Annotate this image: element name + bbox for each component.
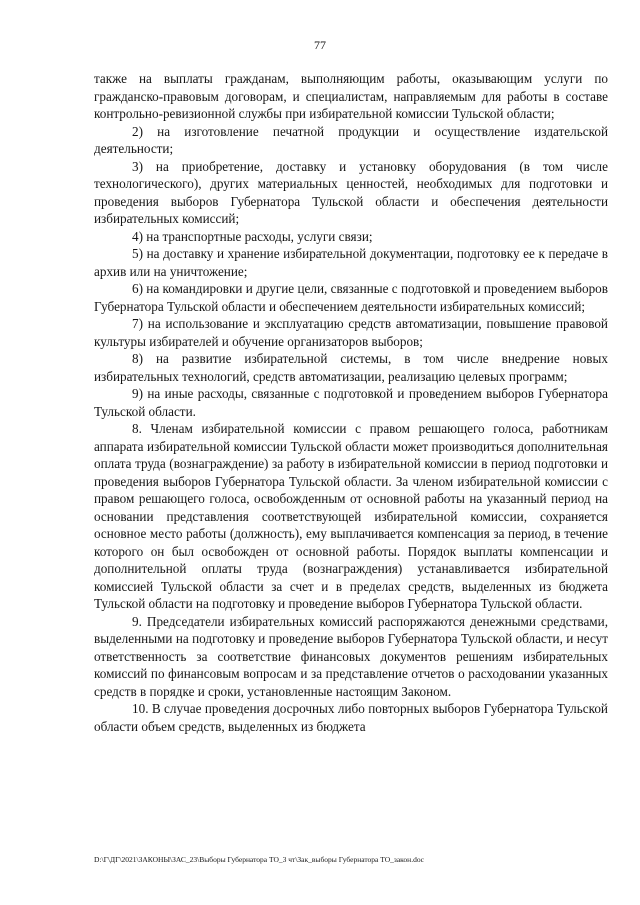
list-item-8: 8) на развитие избирательной системы, в том числе внедрение новых избирательных технологий, средств автоматизации, реализацию целевых программ;: [94, 351, 608, 384]
list-item-5: 5) на доставку и хранение избирательной документации, подготовку ее к передаче в архив или на уничтожение;: [94, 246, 608, 279]
paragraph-continuation: также на выплаты гражданам, выполняющим работы, оказывающим услуги по гражданско-правовым договорам, и специалистам, направляемым для работы в составе контрольно-ревизионной службы при избирательной комиссии Тульской области;: [94, 71, 608, 121]
list-item-7: 7) на использование и эксплуатацию средств автоматизации, повышение правовой культуры избирателей и обучение организаторов выборов;: [94, 316, 608, 349]
clause-9: 9. Председатели избирательных комиссий распоряжаются денежными средствами, выделенными на подготовку и проведение выборов Губернатора Тульской области, и несут ответственность за соответствие финансовых документов решениям избирательных комиссий по финансовым вопросам и за представление отчетов о расходовании указанных средств в порядке и сроки, установленные настоящим Законом.: [94, 613, 608, 699]
list-item-2: 2) на изготовление печатной продукции и осуществление издательской деятельности;: [94, 123, 608, 156]
list-item-6: 6) на командировки и другие цели, связанные с подготовкой и проведением выборов Губернатора Тульской области и обеспечением деятельности избирательных комиссий;: [94, 281, 608, 314]
footer-file-path: D:\Г\ДГ\2021\ЗАКОНЫ\ЗАС_23\Выборы Губернатора ТО_3 чт\Зак_выборы Губернатора ТО_закон.doc: [94, 855, 424, 864]
list-item-3: 3) на приобретение, доставку и установку оборудования (в том числе технологического), других материальных ценностей, необходимых для подготовки и проведения выборов Губернатора Тульской области и обеспечения деятельности избирательных комиссий;: [94, 158, 608, 226]
document-body: [94, 70, 608, 735]
page-number: 77: [314, 38, 326, 52]
clause-8: 8. Членам избирательной комиссии с правом решающего голоса, работникам аппарата избирательной комиссии Тульской области может производиться дополнительная оплата труда (вознаграждение) за работу в избирательной комиссии в период подготовки и проведения выборов Губернатора Тульской области. За членом избирательной комиссии с правом решающего голоса, освобожденным от основной работы на указанный период на основании представления соответствующей избирательной комиссии, сохраняется основное место работы (должность), ему выплачивается компенсация за период, в течение которого он был освобожден от основной работы. Порядок выплаты компенсации и дополнительной оплаты труда (вознаграждения) устанавливается избирательной комиссией Тульской области за счет и в пределах средств, выделенных из бюджета Тульской области на подготовку и проведение выборов Губернатора Тульской области.: [94, 421, 608, 611]
list-item-9: 9) на иные расходы, связанные с подготовкой и проведением выборов Губернатора Тульской области.: [94, 386, 608, 419]
list-item-4: 4) на транспортные расходы, услуги связи;: [132, 228, 373, 244]
clause-10: 10. В случае проведения досрочных либо повторных выборов Губернатора Тульской области объем средств, выделенных из бюджета: [94, 701, 608, 734]
